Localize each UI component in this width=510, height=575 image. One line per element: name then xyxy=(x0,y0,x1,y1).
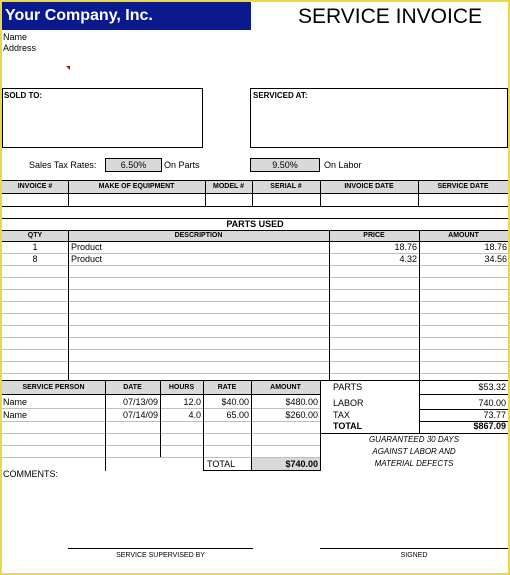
col-service-person: SERVICE PERSON xyxy=(22,384,85,391)
labor-amount: $260.00 xyxy=(285,410,318,420)
company-address: Address xyxy=(3,43,37,53)
part-price: 4.32 xyxy=(399,254,417,264)
summary-tax-label: TAX xyxy=(333,410,350,420)
labor-rate: $40.00 xyxy=(221,397,249,407)
grid-line xyxy=(2,361,508,362)
comments-label: COMMENTS: xyxy=(3,469,58,479)
col-qty: QTY xyxy=(27,232,43,239)
labor-date: 07/14/09 xyxy=(122,410,158,420)
labor-date: 07/13/09 xyxy=(122,397,158,407)
labor-hours: 4.0 xyxy=(188,410,201,420)
col-description: DESCRIPTION xyxy=(174,232,223,239)
labor-person: Name xyxy=(3,410,28,420)
guarantee-line-2: AGAINST LABOR AND xyxy=(372,447,456,456)
labor-total-value: $740.00 xyxy=(285,459,318,469)
labor-person: Name xyxy=(3,397,28,407)
comments-area[interactable] xyxy=(2,482,508,522)
company-name: Your Company, Inc. xyxy=(2,2,251,30)
grid-line xyxy=(2,421,320,422)
col-hours: HOURS xyxy=(168,384,195,391)
guarantee-line-1: GUARANTEED 30 DAYS xyxy=(368,435,460,444)
grid-line xyxy=(2,277,508,278)
serviced-at-label: SERVICED AT: xyxy=(253,91,308,100)
labor-amount: $480.00 xyxy=(285,397,318,407)
col-invoice-date: INVOICE DATE xyxy=(344,183,394,190)
labor-rate: 65.00 xyxy=(226,410,249,420)
col-price: PRICE xyxy=(363,232,385,239)
supervised-label: SERVICE SUPERVISED BY xyxy=(116,552,205,559)
sold-to-label: SOLD TO: xyxy=(4,91,43,100)
col-service-date: SERVICE DATE xyxy=(437,183,489,190)
col-date: DATE xyxy=(123,384,142,391)
summary-parts-label: PARTS xyxy=(333,382,363,392)
guarantee-line-3: MATERIAL DEFECTS xyxy=(374,459,454,468)
part-qty: 8 xyxy=(32,254,38,264)
grid-line xyxy=(2,349,508,350)
col-labor-amount: AMOUNT xyxy=(270,384,301,391)
col-make-of-equipment: MAKE OF EQUIPMENT xyxy=(98,183,175,190)
summary-total-value: $867.09 xyxy=(473,421,506,431)
comment-marker-icon xyxy=(66,66,70,70)
grid-line xyxy=(2,313,508,314)
parts-tax-label: On Parts xyxy=(164,160,200,170)
summary-total-label: TOTAL xyxy=(333,421,363,431)
col-serial-number: SERIAL # xyxy=(270,183,302,190)
summary-parts-value: $53.32 xyxy=(478,382,506,392)
summary-labor-label: LABOR xyxy=(333,398,364,408)
part-description: Product xyxy=(71,242,103,252)
part-description: Product xyxy=(71,254,103,264)
supervised-signature-line[interactable] xyxy=(68,548,253,549)
grid-line xyxy=(2,325,508,326)
serviced-at-box[interactable] xyxy=(250,88,508,148)
labor-tax-rate[interactable]: 9.50% xyxy=(250,158,320,172)
invoice-title: SERVICE INVOICE xyxy=(298,5,482,28)
sales-tax-label: Sales Tax Rates: xyxy=(29,160,97,170)
signed-signature-line[interactable] xyxy=(320,548,508,549)
labor-hours: 12.0 xyxy=(183,397,201,407)
summary-labor-value: 740.00 xyxy=(478,398,506,408)
labor-tax-label: On Labor xyxy=(324,160,362,170)
grid-line xyxy=(2,265,508,266)
col-model-number: MODEL # xyxy=(213,183,244,190)
labor-total-label: TOTAL xyxy=(207,459,236,469)
company-contact-name: Name xyxy=(3,32,28,42)
sold-to-box[interactable] xyxy=(2,88,203,148)
grid-line xyxy=(2,301,508,302)
col-rate: RATE xyxy=(217,384,237,391)
grid-line xyxy=(2,408,320,409)
signed-label: SIGNED xyxy=(400,552,428,559)
invoice-sheet xyxy=(2,2,508,573)
grid-line xyxy=(2,337,508,338)
col-invoice-number: INVOICE # xyxy=(17,183,53,190)
parts-tax-rate[interactable]: 6.50% xyxy=(105,158,162,172)
grid-line xyxy=(2,373,508,374)
part-amount: 18.76 xyxy=(484,242,507,252)
grid-line xyxy=(2,445,320,446)
summary-tax-value: 73.77 xyxy=(483,410,506,420)
part-amount: 34.56 xyxy=(484,254,507,264)
grid-line xyxy=(2,433,320,434)
part-qty: 1 xyxy=(32,242,38,252)
col-amount: AMOUNT xyxy=(448,232,479,239)
parts-used-title: PARTS USED xyxy=(226,219,284,229)
grid-line xyxy=(2,289,508,290)
part-price: 18.76 xyxy=(394,242,417,252)
